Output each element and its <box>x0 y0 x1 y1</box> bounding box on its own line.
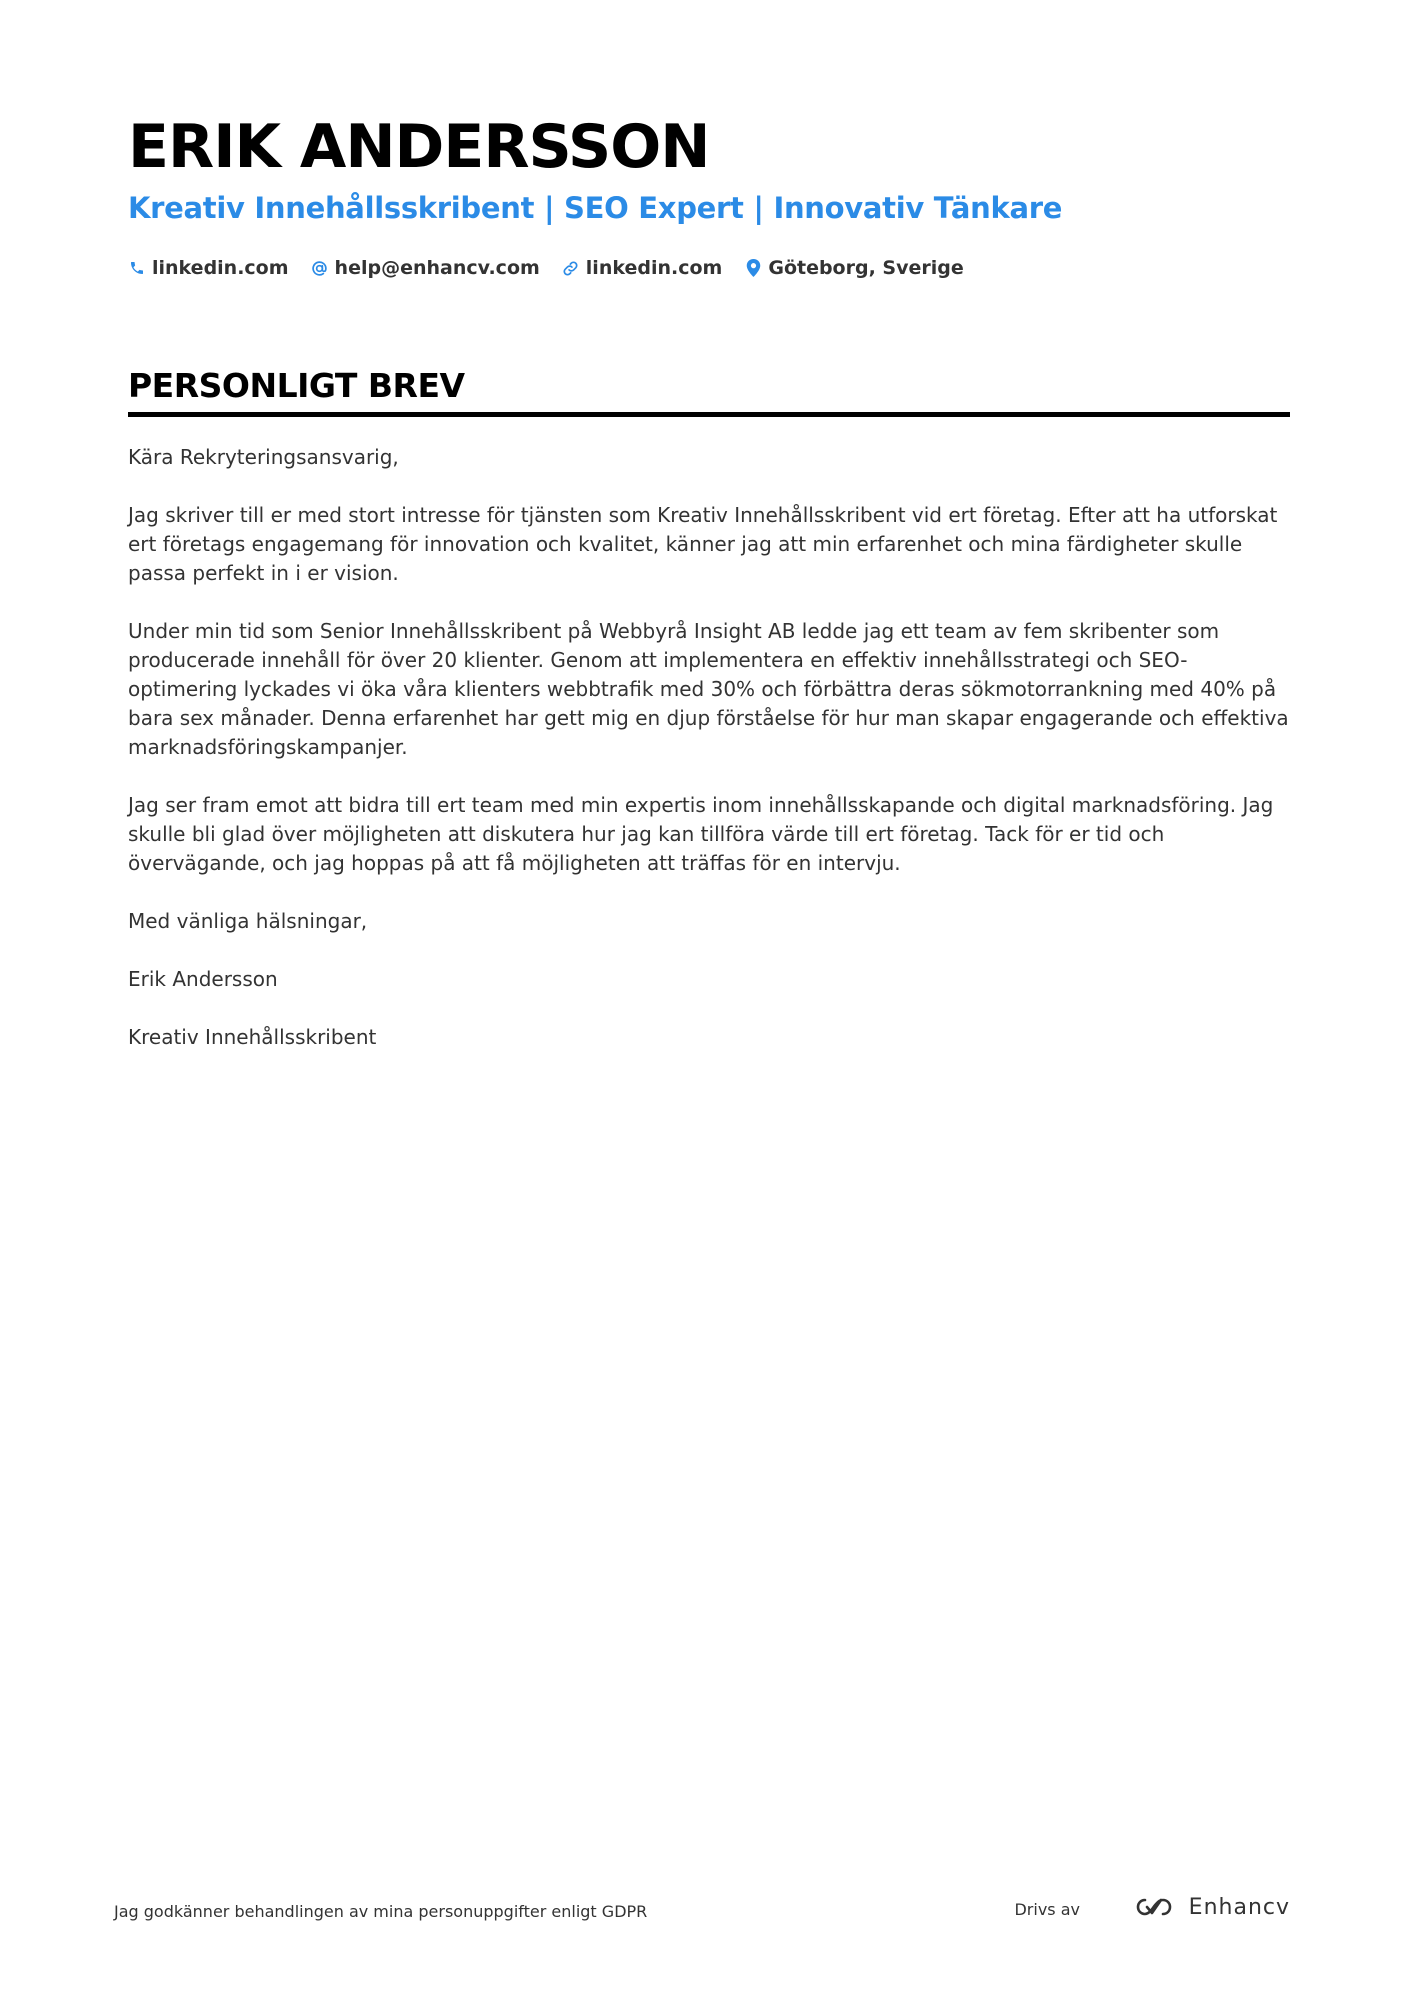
section-divider <box>128 412 1290 417</box>
letter-greeting: Kära Rekryteringsansvarig, <box>128 445 399 469</box>
letter-closing: Med vänliga hälsningar, <box>128 909 368 933</box>
letter-paragraph: Under min tid som Senior Innehållsskribent på Webbyrå Insight AB ledde jag ett team av fem skribenter som producerade innehåll för över 20 klienter. Genom att implementera en effektiv innehållsstrategi och SEO-optimering lyckades vi öka våra klienters webbtrafik med 30% och förbättra deras sökmotorrankning med 40% på bara sex månader. Denna erfarenhet har gett mig en djup förståelse för hur man skapar engagerande och effektiva marknadsföringskampanjer. <box>128 619 1289 759</box>
contact-bar <box>128 254 1290 282</box>
page-footer <box>114 1890 1290 1930</box>
applicant-tagline: Kreativ Innehållsskribent | SEO Expert | Innovativ Tänkare <box>128 191 1063 225</box>
contact-phone-text: linkedin.com <box>152 257 289 279</box>
enhancv-logo-icon <box>1131 1892 1177 1922</box>
contact-phone[interactable] <box>128 257 289 279</box>
section-title: PERSONLIGT BREV <box>128 366 465 405</box>
page-content <box>128 110 1290 1081</box>
powered-by-text: Drivs av <box>1014 1900 1080 1919</box>
signature-name: Erik Andersson <box>128 967 278 991</box>
contact-email-text: help@enhancv.com <box>334 257 540 279</box>
applicant-name: ERIK ANDERSSON <box>128 112 710 182</box>
contact-location <box>744 257 963 279</box>
phone-icon <box>128 259 146 277</box>
contact-link[interactable] <box>562 257 723 279</box>
letter-paragraph: Jag ser fram emot att bidra till ert team med min expertis inom innehållsskapande och digital marknadsföring. Jag skulle bli glad över möjligheten att diskutera hur jag kan tillföra värde till ert företag. Tack för er tid och övervägande, och jag hoppas på att få möjligheten att träffas för en intervju. <box>128 793 1274 875</box>
contact-link-text: linkedin.com <box>585 257 723 279</box>
contact-email[interactable] <box>311 257 540 279</box>
contact-location-text: Göteborg, Sverige <box>768 257 964 279</box>
location-pin-icon <box>744 259 762 277</box>
enhancv-brand-name: Enhancv <box>1188 1894 1290 1920</box>
enhancv-brand-link[interactable] <box>1131 1892 1290 1922</box>
at-icon <box>311 259 329 277</box>
link-icon <box>562 259 580 277</box>
letter-paragraph: Jag skriver till er med stort intresse för tjänsten som Kreativ Innehållsskribent vid ert företag. Efter att ha utforskat ert företags engagemang för innovation och kvalitet, känner jag att min erfarenhet och mina färdigheter skulle passa perfekt in i er vision. <box>128 503 1278 585</box>
letter-body <box>128 443 1290 1052</box>
signature-title: Kreativ Innehållsskribent <box>128 1025 377 1049</box>
gdpr-consent-text: Jag godkänner behandlingen av mina personuppgifter enligt GDPR <box>114 1902 648 1921</box>
